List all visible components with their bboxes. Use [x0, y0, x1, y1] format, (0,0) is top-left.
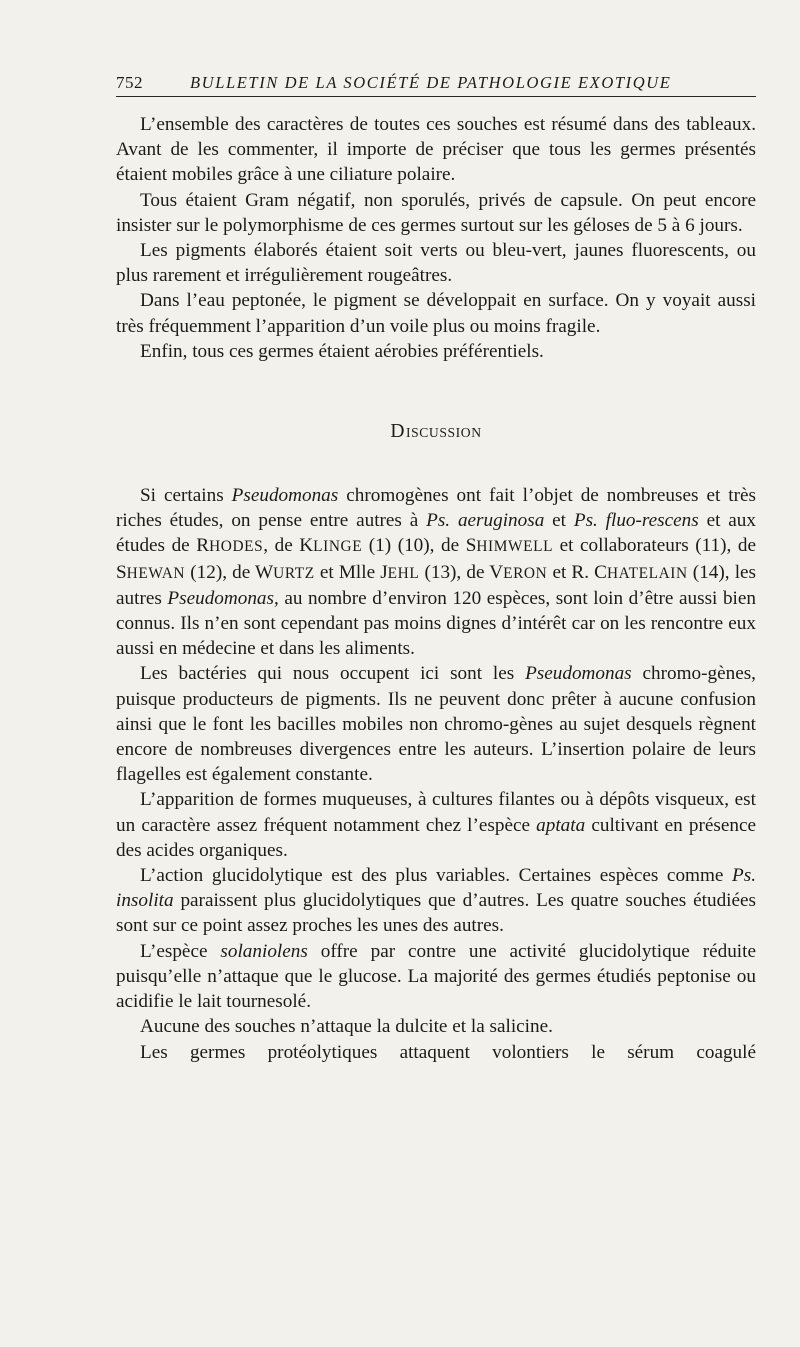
taxon-name: Pseudomonas [167, 587, 274, 609]
paragraph: L’espèce solaniolens offre par contre une activité glucidolytique réduite puisqu’elle n’attaque que le glucose. La majorité des germes étudiés peptonise ou acidifie le lait tournesolé. [116, 940, 756, 1013]
paragraph: Les germes protéolytiques attaquent volontiers le sérum coagulé [140, 1041, 756, 1063]
author-name: KLINGE [299, 535, 363, 557]
paragraph: L’apparition de formes muqueuses, à cultures filantes ou à dépôts visqueux, est un caractère assez fréquent notamment chez l’espèce aptata cultivant en présence des acides organiques. [116, 789, 757, 861]
paragraph: Enfin, tous ces germes étaient aérobies préférentiels. [140, 340, 544, 362]
taxon-name: Pseudomonas [231, 485, 339, 507]
author-name: WURTZ [255, 561, 315, 583]
paragraph: Tous étaient Gram négatif, non sporulés, privés de capsule. On peut encore insister sur le polymorphisme de ces germes surtout sur les géloses de 5 à 6 jours. [116, 189, 756, 236]
taxon-name: Ps. aeruginosa [426, 510, 545, 532]
author-name: CHATELAIN [594, 561, 688, 583]
paragraph: L’action glucidolytique est des plus variables. Certaines espèces comme Ps. insolita paraissent plus glucidolytiques que d’autres. Les quatre souches étudiées sont sur ce point assez proches les unes des autres. [116, 865, 756, 937]
taxon-name: Ps. fluo-rescens [573, 510, 699, 532]
author-name: RHODES [196, 535, 264, 557]
taxon-name: Pseudomonas [525, 663, 632, 685]
paragraph: Aucune des souches n’attaque la dulcite et la salicine. [140, 1016, 553, 1038]
author-name: SHEWAN [116, 561, 186, 583]
paragraph: Dans l’eau peptonée, le pigment se développait en surface. On y voyait aussi très fréquemment l’apparition d’un voile plus ou moins fragile. [116, 290, 756, 337]
section-heading-discussion: DISCUSSION [390, 421, 482, 443]
paragraph: Si certains Pseudomonas chromogènes ont fait l’objet de nombreuses et très riches études, on pense entre autres à Ps. aeruginosa et Ps. fluo-rescens et aux études de RHODES, de KLINGE (1) (10), de SHIMWELL et collaborateurs (11), de SHEWAN (12), de WURTZ et Mlle JEHL (13), de VERON et R. CHATELAIN (14), les autres Pseudomonas, au nombre d’environ 120 espèces, sont loin d’être aussi bien connus. Ils n’en sont cependant pas moins dignes d’intérêt car on les rencontre eux aussi en médecine et dans les aliments. [116, 485, 757, 660]
taxon-name: solaniolens [220, 940, 308, 962]
author-name: VERON [489, 561, 548, 583]
paragraph: Les pigments élaborés étaient soit verts ou bleu-vert, jaunes fluorescents, ou plus rarement et irrégulièrement rougeâtres. [116, 240, 756, 287]
taxon-name: Ps. insolita [116, 865, 756, 912]
author-name: JEHL [380, 561, 420, 583]
paragraph: Les bactéries qui nous occupent ici sont les Pseudomonas chromo-gènes, puisque producteurs de pigments. Ils ne peuvent donc prêter à aucune confusion ainsi que le font les bacilles mobiles non chromo-gènes au sujet desquels règnent encore de nombreuses divergences entre les auteurs. L’insertion polaire de leurs flagelles est également constante. [116, 663, 756, 786]
author-name: SHIMWELL [465, 535, 554, 557]
taxon-name: aptata [536, 814, 586, 836]
running-header [116, 66, 756, 97]
paragraph: L’ensemble des caractères de toutes ces souches est résumé dans des tableaux. Avant de les commenter, il importe de préciser que tous les germes présentés étaient mobiles grâce à une ciliature polaire. [116, 114, 756, 186]
running-title: BULLETIN DE LA SOCIÉTÉ DE PATHOLOGIE EXOTIQUE [190, 73, 672, 92]
page-body [116, 112, 756, 1065]
page-number: 752 [116, 73, 143, 92]
